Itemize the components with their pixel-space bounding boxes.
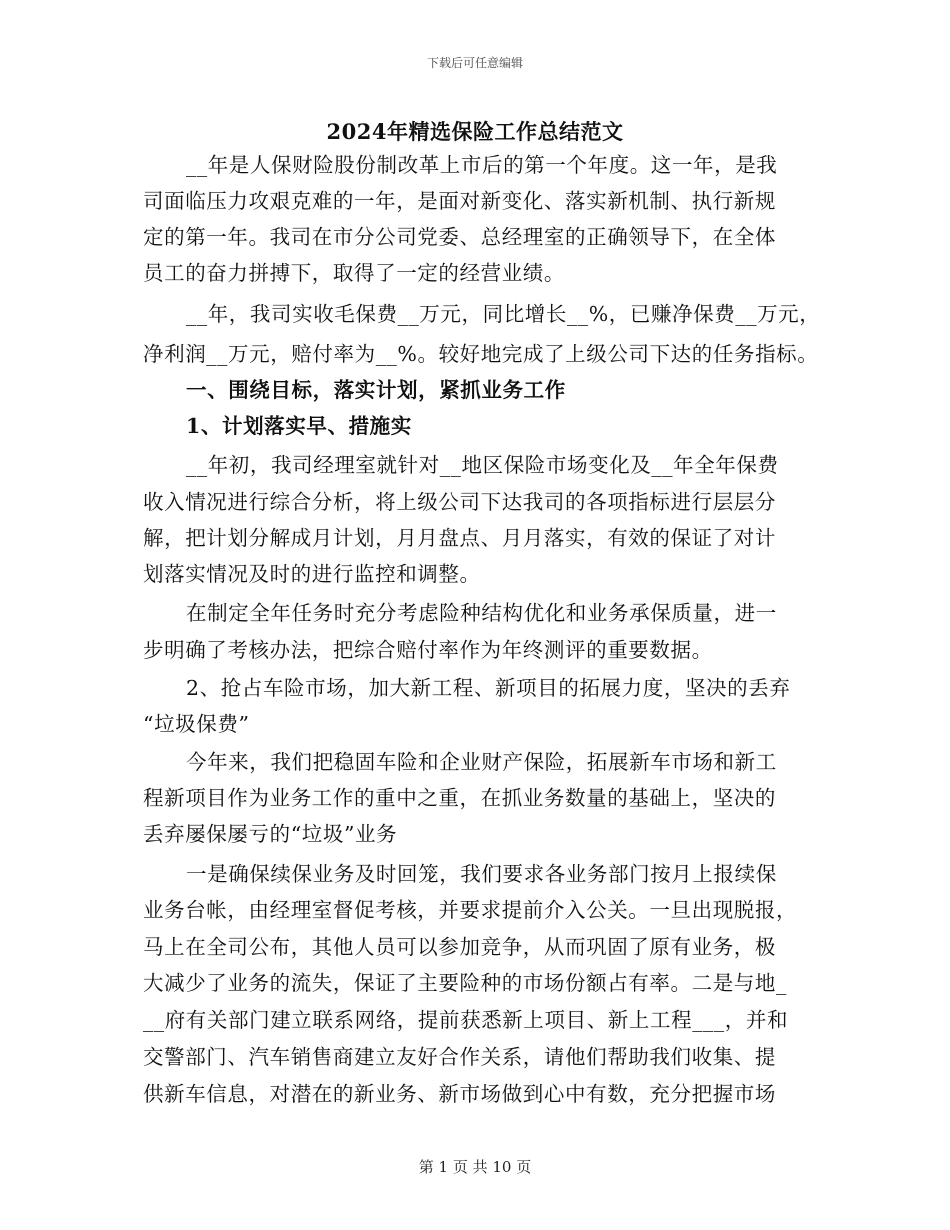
paragraph-line: __年，我司实收毛保费__万元，同比增长__%，已赚净保费__万元， (186, 302, 821, 326)
header-note: 下载后可任意编辑 (426, 56, 523, 70)
paragraph-line: __年初，我司经理室就针对__地区保险市场变化及__年全年保费 (186, 453, 779, 477)
document-title: 2024年精选保险工作总结范文 (326, 119, 624, 144)
paragraph-line: 在制定全年任务时充分考虑险种结构优化和业务承保质量，进一 (186, 601, 777, 625)
paragraph-line: 员工的奋力拼搏下，取得了一定的经营业绩。 (143, 261, 565, 285)
paragraph-line: 供新车信息，对潜在的新业务、新市场做到心中有数，充分把握市场 (143, 1082, 776, 1106)
subsection-heading-cont: “垃圾保费” (143, 712, 250, 736)
paragraph-line: 步明确了考核办法，把综合赔付率作为年终测评的重要数据。 (143, 638, 713, 662)
paragraph-line: 收入情况进行综合分析，将上级公司下达我司的各项指标进行层层分 (143, 490, 776, 514)
paragraph-line: 划落实情况及时的进行监控和调整。 (143, 562, 481, 586)
section-heading: 一、围绕目标，落实计划，紧抓业务工作 (186, 378, 566, 402)
subsection-heading: 2、抢占车险市场，加大新工程、新项目的拓展力度，坚决的丢弃 (186, 676, 791, 700)
paragraph-line: 程新项目作为业务工作的重中之重，在抓业务数量的基础上，坚决的 (143, 786, 776, 810)
paragraph-line: 大减少了业务的流失，保证了主要险种的市场份额占有率。二是与地_ (143, 971, 787, 995)
subsection-heading: 1、计划落实早、措施实 (186, 414, 412, 438)
paragraph-line: 马上在全司公布，其他人员可以参加竞争，从而巩固了原有业务，极 (143, 935, 776, 959)
paragraph-line: 解，把计划分解成月计划，月月盘点、月月落实，有效的保证了对计 (143, 526, 776, 550)
paragraph-line: __年是人保财险股份制改革上市后的第一个年度。这一年，是我 (186, 153, 778, 177)
page-number: 第 1 页 共 10 页 (418, 1158, 532, 1176)
paragraph-line: __府有关部门建立联系网络，提前获悉新上项目、新上工程___，并和 (143, 1008, 789, 1032)
paragraph-line: 今年来，我们把稳固车险和企业财产保险，拓展新车市场和新工 (186, 750, 777, 774)
paragraph-line: 一是确保续保业务及时回笼，我们要求各业务部门按月上报续保 (186, 862, 777, 886)
paragraph-line: 司面临压力攻艰克难的一年，是面对新变化、落实新机制、执行新规 (143, 189, 776, 213)
paragraph-line: 业务台帐，由经理室督促考核，并要求提前介入公关。一旦出现脱报， (143, 898, 798, 922)
paragraph-line: 定的第一年。我司在市分公司党委、总经理室的正确领导下，在全体 (143, 225, 776, 249)
paragraph-line: 丢弃屡保屡亏的“垃圾”业务 (143, 822, 398, 846)
paragraph-line: 净利润__万元，赔付率为__%。较好地完成了上级公司下达的任务指标。 (143, 342, 819, 366)
paragraph-line: 交警部门、汽车销售商建立友好合作关系，请他们帮助我们收集、提 (143, 1045, 776, 1069)
